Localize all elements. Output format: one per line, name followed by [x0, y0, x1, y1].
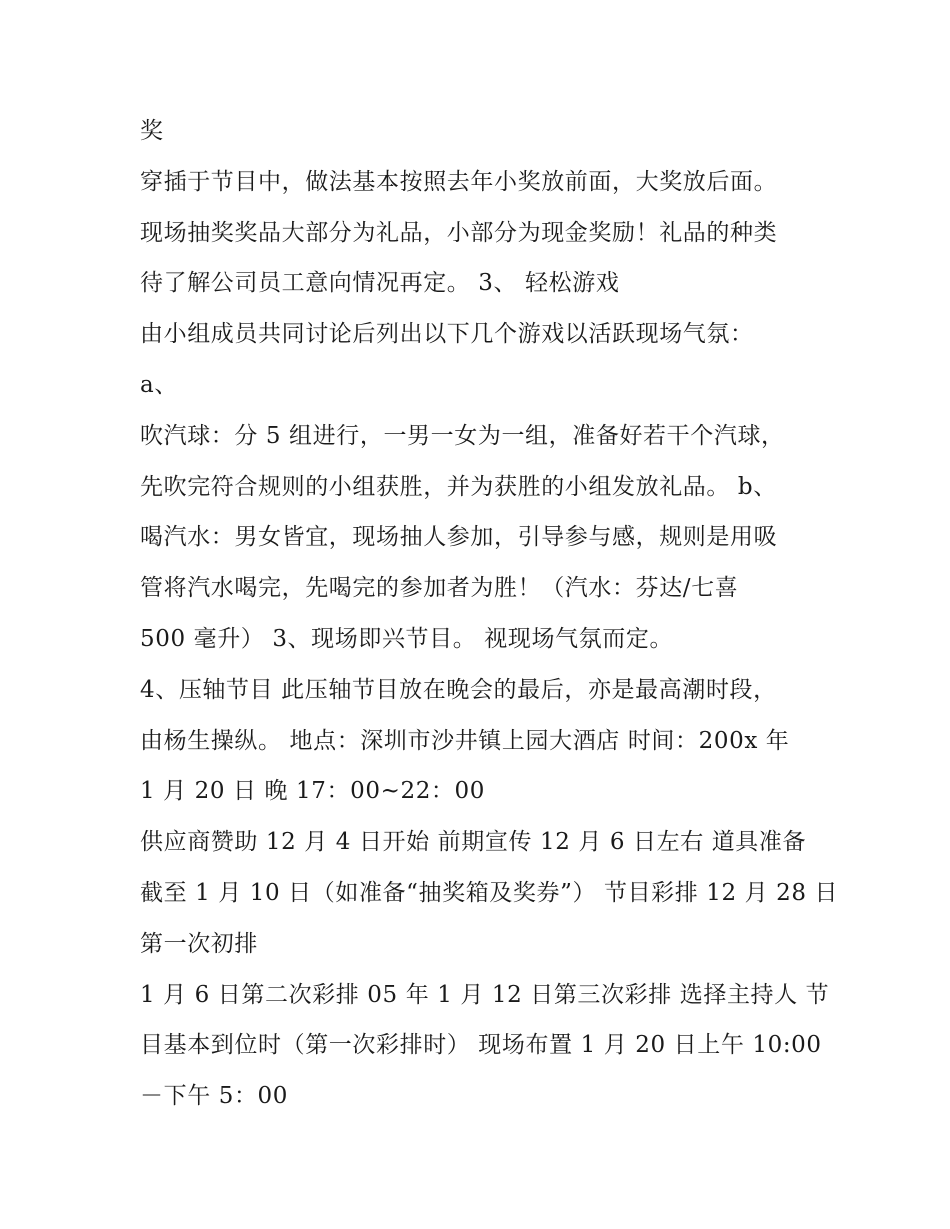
text-line-4: 待了解公司员工意向情况再定。 3、 轻松游戏 — [140, 270, 620, 297]
text-line-5: 由小组成员共同讨论后列出以下几个游戏以活跃现场气氛： — [140, 321, 754, 348]
text-line-3: 现场抽奖奖品大部分为礼品，小部分为现金奖励！礼品的种类 — [140, 219, 778, 246]
text-line-7: 吹汽球：分 5 组进行，一男一女为一组，准备好若干个汽球， — [140, 422, 785, 449]
text-line-10: 管将汽水喝完，先喝完的参加者为胜！（汽水：芬达/七喜 — [140, 575, 739, 602]
text-line-9: 喝汽水：男女皆宜，现场抽人参加，引导参与感，规则是用吸 — [140, 524, 778, 551]
text-line-13: 由杨生操纵。 地点：深圳市沙井镇上园大酒店 时间：200x 年 — [140, 727, 790, 754]
text-line-20: －下午 5：00 — [140, 1083, 289, 1110]
text-line-16: 截至 1 月 10 日（如准备“抽奖箱及奖券”） 节目彩排 12 月 28 日 — [140, 879, 839, 906]
text-line-14: 1 月 20 日 晚 17：00~22：00 — [140, 778, 485, 805]
text-line-18: 1 月 6 日第二次彩排 05 年 1 月 12 日第三次彩排 选择主持人 节 — [140, 981, 830, 1008]
text-line-15: 供应商赞助 12 月 4 日开始 前期宣传 12 月 6 日左右 道具准备 — [140, 829, 807, 856]
text-line-19: 目基本到位时（第一次彩排时） 现场布置 1 月 20 日上午 10:00 — [140, 1032, 822, 1059]
text-line-6: a、 — [140, 371, 178, 398]
text-line-11: 500 毫升） 3、现场即兴节目。 视现场气氛而定。 — [140, 625, 674, 652]
text-line-1: 奖 — [140, 118, 164, 144]
text-line-8: 先吹完符合规则的小组获胜，并为获胜的小组发放礼品。 b、 — [140, 473, 777, 500]
text-line-12: 4、压轴节目 此压轴节目放在晚会的最后，亦是最高潮时段， — [140, 676, 777, 703]
text-line-17: 第一次初排 — [140, 930, 258, 957]
text-line-2: 穿插于节目中，做法基本按照去年小奖放前面，大奖放后面。 — [140, 168, 778, 195]
document-body — [140, 106, 840, 1122]
